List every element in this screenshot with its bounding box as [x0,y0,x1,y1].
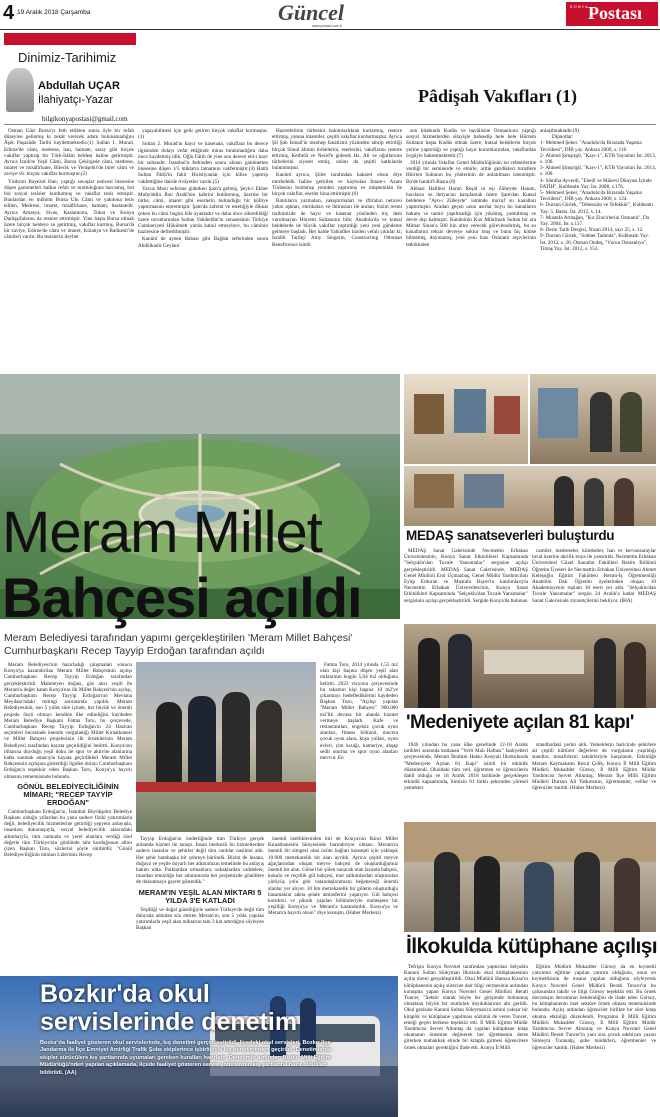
author-photo [6,68,34,112]
author-email: bilgikonyapostasi@gmail.com [42,115,128,123]
medeniyet-title: 'Medeniyete açılan 81 kapı' [406,712,634,733]
medas-body-2: camiler, medreseler, kümbetler, han ve kervansaraylar tuval üzerine akrilik boya ile yansıtıldı. Necmettin Erbakan Üniversitesi Güzel Sanatlar Fakültesi Resim Bölümü Öğretim Üyeleri ile Necmettin Erbakan Üniversitesi Ahmet Keleşoğlu Eğitim Fakültesi Resim-İş Öğretmenliği Anabilim Dalı Öğretim üyelerinden oluşan 10 Akademisyenin toplam 30 eseri yer aldı. "Selçuklu'dan Tuvale Yansımalar" sergisi 24 Aralık'a kadar MEDAŞ Sanat Galerisinde ziyaretçilerini bekliyor. (İHA) [532,548,656,604]
millet-subhead-1: GÖNÜL BELEDİYECİLİĞİNİN MİMARI; "RECEP TAYYİP ERDOĞAN" [17,781,119,807]
millet-body-1: Meram Belediyesi'nin hazırladığı çalışmaları sonucu Konya'ya kazandırılan Meram Millet Bahçesinin açılışı Cumhurbaşkanı Recep Tayyip Erdoğan tarafından gerçekleştirildi. Mahmeyen doğası, göz alıcı yeşili ile Meram'a değer katan Konya'nın ilk Millet Bahçesi'nin açılışı, Cumhurbaşkanı Recep Tayyip Erdoğan'nın Mevlana Meydanı'ndaki mitingi sonrasında yapıldı. Meram Belediyesinin, son 5 yıllık süre içinde, her büyük ve önemli projede öncü olmayı kendine ilke edindiğini kaydeden Meram Belediye Başkanı Fatma Toru, bu çerçevede, Cumhurbaşkanı Recep Tayyip Erdoğan'ın 24 Haziran seçimleri öncesinde önemle vurguladığı Millet Kıraathanesi ve Millet Bahçesi projelerinin ilk örneklerinin Meram Belediyesi tarafından hayata geçirildiğini belirtti. Konya'nın itibarına duyduğu yeşil doku ile spor ve aktivite alanlarına katkı sunmak amacıyla hayata geçirdikleri Meram Millet Bahçesinin açılışına gösterdiği ilgiden dolayı Cumhurbaşkanı Erdoğan'a teşekkür eden Başkan Toru, Konya'ya hayırlı olmasını temennisinde bulundu. GÖNÜL BELEDİYECİLİĞİNİN MİMARI; "RECEP TAYYİP ERDOĞAN" Cumhurbaşkanı Erdoğan'ın, İstanbul Büyükşehir Belediye Başkanı olduğu yıllardan bu yana sadece fiziki yatırımlarla değil, belediyecilik hizmetlerine getirdiği yepyeni anlayışla, insanlara dokunuşuyla, sosyal belediyecilik alanındaki adımlarıyla, tüm camiada ve yerel alanlara verdiği özel değerle tüm Türkiye'nin gönlünde taht kurduğunun altını çizen Başkan Toru, sözlerini şöyle sürdürdü; "Gönül Belediyeciliğinin mimarı Liderimiz Recep [4,662,132,859]
medas-photo-1 [404,374,528,464]
millet-subhead-2: MERAM'IN YEŞİL ALAN MİKTARI 5 YILDA 3'E KATLADI [138,887,262,905]
column-body-1: Osman Gâzi Bursa'yı feth ettikten sonra öyle bir refah düzeyine gelinmiş ki zekât verecek adam bulunamadığını Âşık Paşazâde Tarihi kaydetmektedir.(1) Sultan I. Murad, Edirne'de câmi, medrese, han, hamam, saray gibi birçok vakıflar yaptırıp bir Türk-İslâm beldesi haline getirmiştir. Ayrıca İznik'te Yeşil Câmi, Bursa Çekirgede câmi, medrese, imaret ve misâfirhane, Bilecik ve Yenişehir'de birer câmi ve zaviye vb. birçok vakıflar kurmuştur.(2) Yıldırım Bayezid Han; yaptığı savaşlar neticesi hissesine düşen ganimetleri halkın refah ve mutluluğuna harcamış, bol bol sosyal tesisler kurdurmuş ve vakıflar tesis etmiştir. Bunlardan en mühimi Bursa Ulu Câmi ve yakınına tesis edilen, Medrese, imaret, misâfirhane, hamam, hastanedir. Ayrıca Amasya, Sivas, Kastamonu, Tokat ve Konya Darüşşifalarını da restore ettirmiştir. Yine başta Bursa olmak üzere birçok beldeye su getirtmiş, vakıflar kurmuş, Bursa'da bir zaviye, Edirne'de câmi ve imaret, Kütahya ve Balıkesir'de câmileri vardır. Bu tesislerin ileybet [4,128,134,241]
medas-title: MEDAŞ sanatseverleri buluşturdu [406,528,615,543]
millet-headline-1: Meram Millet [2,500,322,565]
section-title: Güncel [278,0,344,25]
logo-text: Postası [588,3,642,23]
bozkir-title-1: Bozkır'da okul [40,980,210,1008]
column-footnotes: anlaşılmaktadır.(9) Dipnotlar: 1- Mehmed Şeker. "Anadolu'da Bırarada Yaşama Tecrübesi", DİB yay. Ankara 2000, s. 116. 2- Ahmed Şimşirgil, "Kayı-1", KTB Yayınları İst. 2013, s. 100. 3- Ahmed Şimşirgil, "Kayı-1", KTB Yayınları İst. 2013, s. 100. 4- Sâmiha Ayverdi, "Ehedî ve Mânevî Dünyası İçinde FATİH", Kubbealtı Yay. İst. 2008, s.176. 5- Mehmed Şeker, "Anadolu'da Bırarada Yaşama Tecrübesi", DİB yay. Ankara 2000, s. 124. 6- Dursun Gürlek, "Tebessüm ve Tefekkür", Kubbealtı Yay. 5. Baskı, İst. 2012, s. 14. 7- Mustafa Armağan, "Kır Zincirlerini Osmanlı", Da Yay. 2004, İst. s.137. 8- Derin Tarih Dergisi, Nisan 2014, sayı 25, s. 12. 9- Dursun Gürlek, "Sohbet Tadında", Kubbealtı Yay. İst. 2012, s. 26; Osman Ondeş, "Vurun Osmanlıya", Timaş Yay. İst. 2012, s. 153. [540,128,656,252]
masthead-rule [0,29,660,30]
millet-deck: Meram Belediyesi tarafından yapımı gerçekleştirilen 'Meram Millet Bahçesi' Cumhurbaşkanı Recep Tayyip Erdoğan tarafından açıldı [4,632,353,657]
column-body-2: yaşayabilmesi için gelir getiren birçok vakıflar kurmuştur.(3) Sultan 2. Murad'ın hayır ve hasenata, vakıflara bu derece ilgisinden dolayı vefat ettiğinde miras bırakmadığını daha önce kaydetmiş idik. Oğlu Fâtih de yine son derece ehl-i hayr bir sultandır. İstanbul'u fethinden sonra alınan ganimetten hissesine düşen 1/5 miktarın tamamını vakfetmiştir.(4) Hattâ Sultan Fâtih'in fakir Hıristiyanlar için kilise yaptırıp vakfettiğine dairde rivâyetler vardır.(5) Yavuz Mısır seferine giderken Şam'a gelmiş, Şeyh-i Ekber Muhyiddin İbni Arabî'nin kabrini buldurmuş, üzerine bir türbe, câmi, imaret gibi eserlerin bulunduğu bir külliye yaptırmasını emretmiştir. Şam'da zaferat ve estetiğiyle dikkat çeken bu câmi bugün bile ayaktadır ve daha önce zikredildiği üzere torunlarından Sultan Vahdeddin'in cenazesinin Türkiye Cumhuriyeti Hükümeti yurda kabul etmeyince, bu câminin haziresine defnedilmiştir. Kanûnî de aynen Babası gibi Bağdat seferinden sonra Abdülkadir Geylani [138,128,268,249]
column-title: Pâdişah Vakıfları (1) [418,86,578,106]
medeniyet-body-1: 1946 yılından bu yana ülke genelinde 12-18 Aralık tarihleri arasında kutlanan "Yerli Malı Haftası" faaliyetleri çerçevesinde, Meram İbrahim Hakkı Konyalı İlkokulunda "Medeniyete Açılan 81 Kapı" isimli bir etkinlik düzenlendi. Okuldaki tüm veli, öğretmen ve öğrencilerin dahil olduğu ve 18 Aralık 2018 tarihinde gerçekleşen etkinlik kapsamında, ilimizin 81 farklı şehrinden yöresel yemekler [404,742,528,792]
column-body-3: Hazretlerinin türbesini bakımsızlıktan kurtarmış, restore ettirmiş, yanına imaretler, çeşitli vakıflar kurdurmuştur. Ayrıca Şil Şah İsmail'in mezhep fanatizmi yüzünden tahrip ettirdiği birçok Sünnî âlimin türbelerini, eserlerini, vakıflarını restore ettirmiş, Kerbelâ ve Necef'e giderek Hz. Ali ve oğullarının türbelerini ziyaret etmiş, onları da çeşitli katkılarda bulunmuştur. Kanûnî ayrıca, Şiiler tarafından hakaret olsun diye mezbelelik haline getirilen ve kaybolan İmam-ı Azam Türbesini buldurup yeniden yaptırmış ve müştemilâtı ile birçok vakıflar, eserler bina ettirmiştir.(6) Batılıların yazmaları, yakıştırmaları ve iftiraları neticesi yahni aşkları, entrikaları ve ihtirasları ile anılan, bizim resmi tarihimizde de hayır ve hasenat yönünden hiç dem vurulmayan Hürrem Sultanının bile; Anadolu'da ve kutsal beldelerde ne büyük vakıflar yaptırdığı yeni yeni gündeme gelmeye başladı. Her halde Yahûdîler bizden vefalı çıktılar ki; İsraîlli Tarihçi Amy Singerin, Constructing Ottoman Beneficence isimli [272,128,402,248]
medas-body-1: MEDAŞ Sanat Galerisinde Necmettin Erbakan Üniversitesinin, Konya Sanat Etkinlikleri Kapsamında "Selçuklu'dan Tuvale Yansımalar" sergisine açılışı gerçekleştirildi. MEDAŞ Sanat Galerisinde, MEDAŞ Genel Müdürü Erol Uçmazbaş, Genel Müdür Yardımcıları Eyüp Erduran ve Mustafa Bayer'in katılımlarıyla Necmettin Erbakan Üniversitesi'nin, Konya Sanat Etkinlikleri Kapsamında "Selçuklu'dan Tuvale Yansımalar" sergisinin açılışı gerçekleştirildi. Sergide Konya'da bulunan [404,548,528,604]
medeniyet-photo [404,624,656,708]
author-name: Abdullah UÇAR [38,80,120,92]
millet-body-3: Fatma Toru, 2014 yılında 1,55 m2 olan kişi başına düşen yeşil alan miktarının bugün 5,64 m2 olduğunu belirtti. 2023 vizyonu çerçevesinde bu rakamın kişi başına 10 m2'ye çıkarmayı hedeflediklerini kaydeden Başkan Toru, "Açılışı yapılan "Meram Millet Bahçesi" 900.000 m2'lik devasa bir alanda hizmet vermeye başladı. Kafe ve restaurantları, engelsiz çocuk oyun alanları, fitness bölümü, mucera çocuk oyun alanı, koşu yolları, oyun evleri, çim kızağı, kameriye, ahşap sedir oturma ve spor oyun alanları mevcut. En [320,662,398,762]
medas-photo-3 [404,466,656,526]
medas-photo-2 [530,374,656,464]
medeniyet-body-2: standlardaki yerini aldı. Yemeklerin haricinde şehirlere ait çeşitli kültürel değerlere de vurgulanın yapıldığı standlar, misafirlerin takdirleriyle karşılandı. Etkinliğe Meram Kaymakamı Resul Çelik, Konya İl Milli Eğitim Müdürü Mukadder Gürsoy, İl Milli Eğitim Müdür Yardımcısı Servet Altuntaş, Meram İlçe Milli Eğitim Müdürü Dursun Ali Yatkınsıtın, öğretmenler, veliler ve öğrenciler katıldı. (Haber Merkezi) [532,742,656,792]
page-number: 4 [3,2,15,24]
kutuphane-body-2: Eğitim Müdürü Mukadder Gürsoy da en kıymetli yatırımın eğitime yapılan yatırım olduğunu, onun en kıymetlisinin de insana yapılan olduğunu söyleyerek Konya Novotel Genel Müdürü Berati Tuncer'in bu çabasından takdir ve bilgi Gürsoy teşekkür etti. Bu örnek davranışın devamının beklendiğini de ifade eden Gürsoy, bu kütüphanenin özel sektöre örnek olması temennisinde bulundu. Açılış ardından öğrenciler birlikte bir süre kitap okuma etkinliği düzenlendi. Programa İl Milli Eğitim Müdürü Mukadder Gürsoy, İl Milli Eğitim Müdür Yardımcısı Servet Altuntaş ve Konya Novotel Genel Müdürü Berati Tuncer'in yanı sıra çocuk edebiyatı yazarı Sümeyra Turanalp, şube müdürleri, öğretmenler ve öğrenciler katıldı. (Haber Merkezi) [532,964,656,1051]
logo [566,2,658,26]
issue-date: 19 Aralık 2018 Çarşamba [17,9,91,16]
millet-body-4: önemli özelliklerinden biri de Konya'nın İkinci Millet Kıraathanesini bünyesinde barındırıyor olması. Meram'ın önemli bir simgesi olan üzüm bağları konsepti için yaklaşık 10.000 metrekarelik bir alan ayrıldı. Ayrıca çeşitli meyve ağaçlarından oluşan meyve bahçesi de oluşturduğumuz önemli bir alan. Görsel bir şölen sunacak olan lavanta bahçesi, kokulu ve reçellik gül bahçesi, mor salkımlardan oluşturulan yürüyüş yolu gibi vatandaşlarımızın beğeneceği önemli alanlar yer alıyor. 10 bin metrekarelik bir göletin oluşturduğu basamaklar adeta şelale atmosferini yaşatıyor. Gül bahçesi koridoru ve piknik yapılan bölümleriyle muhteşem bir yeşilliği Konya'ya ve Meram'a kazandırdık. Konya'ya ve Meram'a hayırlı olsun" diye konuştu. (Haber Merkezi) [268,836,398,917]
column-rule [4,124,656,125]
author-title: İlahiyatçı-Yazar [38,94,113,106]
millet-headline-2: Bahçesi açıldı [2,566,362,629]
kutuphane-body-1: Tefrişin Konya Novotel tarafından yaptırılan Selçuklu Kanuni Sultan Süleyman İlkokulu okul kütüphanesinin açılış töreni gerçekleştirildi. Okul Müdürü Hamza Kıraz'ın kütüphanenin açılış sürecine dair bilgi vermesinin ardından konuşma yapan Konya Novotel Genel Müdürü Berati Tuncer, "Sektör olarak böyle bir girişimde bulunmuş olmaktan büyük bir mutluluk duyduklarının altı gerildi. Okul gezisine Kanuni Sultan Süleyman'ın ismini yakışır bir kitaplık ve kütüphane yapılması sözümü de veren Tuncer, emeği geçen herkese teşekkür etti. İl Milli Eğitim Müdür Yardımcısı Servet Altuntaş da yapılan kütüphane kitap okumanın önemine değinerek her öğretmenin derse girerken muhakkak elinde bir kitapla girmesi öğrencilere örnek olmaları gerektiğini ifade etti. Konya İl Milli [404,964,528,1051]
column-tag: Dinimiz-Tarihimiz [18,50,117,65]
kutuphane-title: İlkokulda kütüphane açılışı [406,935,658,958]
masthead [0,0,660,30]
bozkir-title-2: servislerinde denetim [40,1008,298,1036]
bozkir-body: Bozkır'da faaliyet gösteren okul servislerinde, kış denetimi gerçekleştirildi. İlçedeki okul servisleri, Bozkır İlçe Jandarma ile İlçe Emniyet Amirliği Trafik Şube ekiplerince işbirliğiyle kış denetiminden geçirildi. Denetimlerde ekipler sürücülere kış şartlarında uyumaları gereken kuralları hatırlattı. Denetimin ardından Bozkır Milli Eğitim Müdürlüğü'nden yapılan açıklamada, ilçede faaliyet gösteren servis şoförlerinin kış şartlarına hazır oldukları bildirildi. (AA) [40,1040,332,1076]
column-tag-box [4,33,136,45]
millet-body-2: Tayyip Erdoğan'ın önderliğinde tüm Türkiye gerçek anlamda hizmet ile tanıştı. İnsan merkezli bu hizmetlerden sadece insanlar ve şehirler değil tüm canlılar nasibini aldı. Her şehir bambaşka bir çehreye büründü. Bizim de insana, doğaya ve yeşile duyarlı her adımımızın temelinde bu anlayış hakim olda. Parklardan ormanlara, sokaklardan caddelere, imardan temizliğe her adımımızda her projemizde gönüllere de dokunmaya gayret gösterdik." MERAM'IN YEŞİL ALAN MİKTARI 5 YILDA 3'E KATLADI Yeşilliği ve doğal güzelliğiyle sadece Türkiye'de değil tüm dünyada adından söz ettiren Meram'ın, son 5 yılda yapılan yatırımlarla yeşil alan miktarını tam 3 kat artırdığını söyleyen Başkan [136,836,264,932]
opening-photo [136,662,316,832]
logo-prefix: KONYA [570,4,589,9]
library-photo [404,822,656,932]
masthead-url: www.postaci.com.tr [312,24,343,28]
column-body-4: son kitabında Kudüs ve havâlisine Osmanlının yaptığı sosyal hizmetlerden sitayişle bahsedip hele hele Hürrem Sultanın başta Kudüs olmak üzere, kutsal beldelerin birçok yerine yaptırdığı ve yaptığı hayır kurumlarından, vakıflardan övgüyle bahsetmektedir.(7) 2014 yılında Vakıflar Genel Müdürlüğünün tur rehberlerine verdiği bir seminerde ve emirle, arttık gezdikleri turistlere Hürrem Sultanın bu yönlerinin de anlatılması istenmiştir. Bu'de harabi'l-Basra.(8) Abbasi Halifesi Harun Reşid in eşi Zübeyde Hanım, hacıların su ihtiyacını karşılamak üzere Şam'dan Kutsal beldelere "Ayn-ı Zübeyde" isminde ma'ruf su kanalları yaptırmıştır. Aradan geçen uzun asırlar boyu bu kanalların bakımı ve tamiri yapılmadığı için yıkılmış, yamulmuş ve devre dışı kalmıştır. Kanûnînin Kızı Mihrimah Sultan bir ara Mimar Sinan'a 500 bin altın verecek görevlendirmiş, bu su kanallarını tekrar devreye soktur muş ve bunu hiç kimse bilmemiş, duymamış, yeni yeni bazı Osmanlı arşivlerinin tetkikinden [406,128,536,248]
